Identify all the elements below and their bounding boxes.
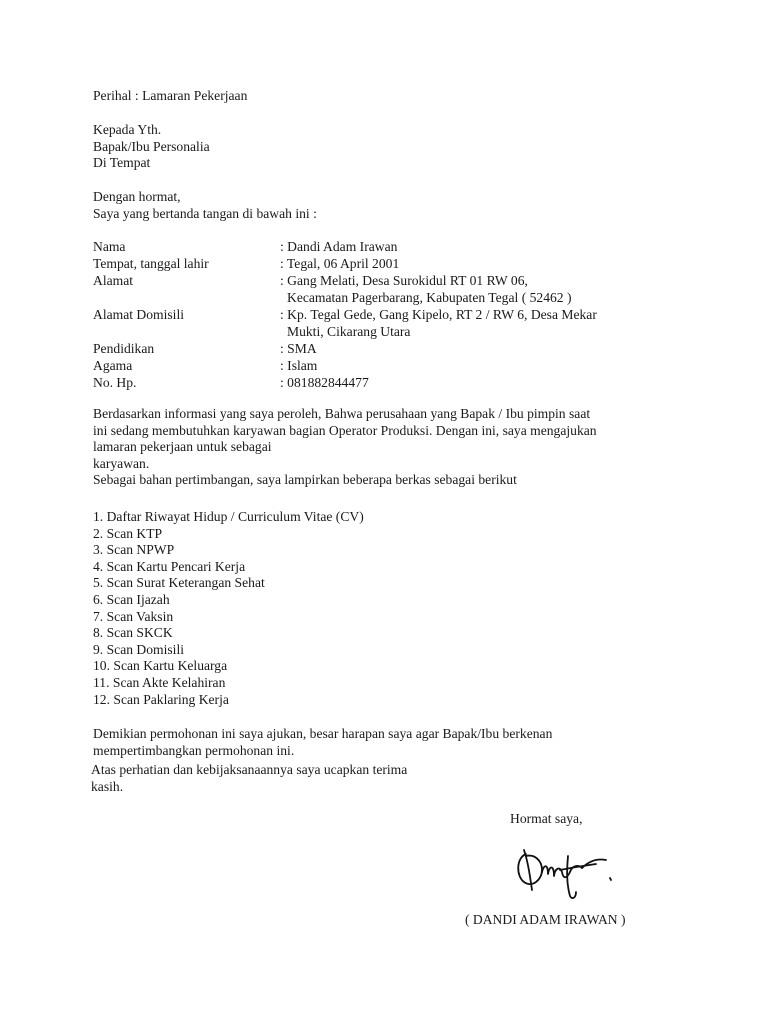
recipient-line-1: Kepada Yth. (93, 122, 162, 137)
field-value-phone: : 081882844477 (280, 375, 369, 390)
greeting: Dengan hormat, (93, 189, 181, 204)
field-label-birth: Tempat, tanggal lahir (93, 256, 209, 271)
body-line: Berdasarkan informasi yang saya peroleh, Bahwa perusahaan yang Bapak / Ibu pimpin saat (93, 406, 591, 421)
thanks-line: Atas perhatian dan kebijaksanaannya saya ucapkan terima (91, 762, 408, 777)
intro-line: Saya yang bertanda tangan di bawah ini : (93, 205, 317, 221)
closing-line: Demikian permohonan ini saya ajukan, besar harapan saya agar Bapak/Ibu berkenan (93, 726, 553, 741)
field-label-name: Nama (93, 239, 126, 254)
body-line: Sebagai bahan pertimbangan, saya lampirkan beberapa berkas sebagai berikut (93, 472, 517, 488)
field-value-domicile: : Kp. Tegal Gede, Gang Kipelo, RT 2 / RW 6, Desa Mekar (280, 307, 597, 322)
signature-stroke (567, 856, 576, 898)
field-label-education: Pendidikan (93, 341, 155, 356)
field-label-phone: No. Hp. (93, 375, 137, 390)
list-item: 6. Scan Ijazah (93, 591, 170, 607)
list-item: 8. Scan SKCK (93, 625, 173, 641)
body-line: karyawan. (93, 455, 150, 471)
greeting-block (93, 189, 317, 222)
list-item: 10. Scan Kartu Keluarga (93, 658, 228, 674)
field-label-religion: Agama (93, 358, 133, 373)
list-item: 5. Scan Surat Keterangan Sehat (93, 575, 265, 591)
list-item: 11. Scan Akte Kelahiran (93, 674, 226, 690)
thanks-paragraph (91, 762, 407, 795)
recipient-line-3: Di Tempat (93, 155, 151, 171)
recipient-line-2: Bapak/Ibu Personalia (93, 138, 210, 154)
list-item: 1. Daftar Riwayat Hidup / Curriculum Vitae (CV) (93, 509, 364, 524)
signatory-name: ( DANDI ADAM IRAWAN ) (465, 912, 626, 927)
recipient-block (93, 122, 210, 172)
thanks-line: kasih. (91, 778, 124, 794)
signature-dot (610, 878, 611, 880)
field-value-birth: : Tegal, 06 April 2001 (280, 256, 400, 271)
attachment-list (93, 509, 364, 708)
body-paragraph (93, 406, 597, 489)
signature-stroke (560, 864, 596, 870)
field-value-address: : Gang Melati, Desa Surokidul RT 01 RW 06, (280, 273, 528, 288)
field-value-domicile-cont: Mukti, Cikarang Utara (287, 324, 411, 339)
closing-paragraph (93, 726, 552, 759)
regards: Hormat saya, (510, 811, 583, 826)
field-value-religion: : Islam (280, 358, 318, 373)
subject-line: Perihal : Lamaran Pekerjaan (93, 88, 248, 103)
field-value-address-cont: Kecamatan Pagerbarang, Kabupaten Tegal ( 52462 ) (287, 290, 572, 305)
list-item: 12. Scan Paklaring Kerja (93, 691, 229, 707)
list-item: 4. Scan Kartu Pencari Kerja (93, 558, 246, 574)
list-item: 2. Scan KTP (93, 525, 163, 541)
list-item: 3. Scan NPWP (93, 542, 175, 558)
body-line: ini sedang membutuhkan karyawan bagian Operator Produksi. Dengan ini, saya mengajukan (93, 422, 597, 438)
body-line: lamaran pekerjaan untuk sebagai (93, 439, 272, 455)
field-label-address: Alamat (93, 273, 134, 288)
field-label-domicile: Alamat Domisili (93, 307, 184, 322)
field-value-name: : Dandi Adam Irawan (280, 239, 398, 254)
list-item: 7. Scan Vaksin (93, 608, 174, 624)
field-value-education: : SMA (280, 341, 317, 356)
closing-line: mempertimbangkan permohonan ini. (93, 742, 295, 758)
signature-image (512, 842, 622, 904)
list-item: 9. Scan Domisili (93, 641, 185, 657)
